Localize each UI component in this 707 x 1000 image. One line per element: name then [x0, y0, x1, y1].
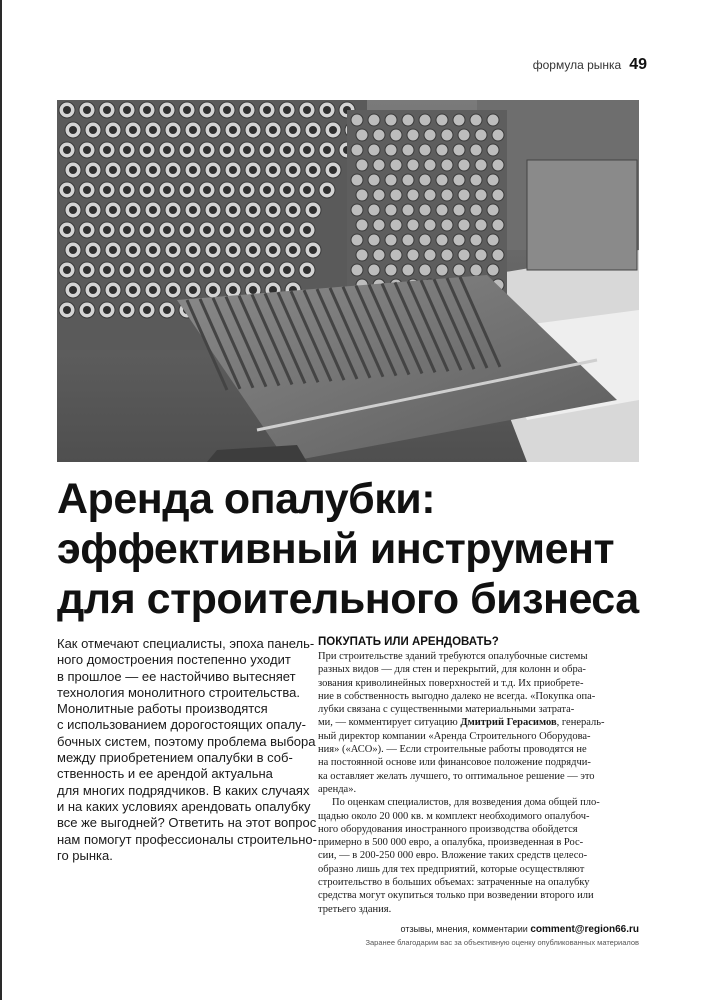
pipe-hole: [269, 246, 277, 254]
pipe-hole: [303, 266, 311, 274]
pipe-hole: [229, 286, 237, 294]
pipe-hole: [309, 166, 317, 174]
pipe-hole: [89, 166, 97, 174]
pipe-end: [402, 114, 414, 126]
pipe-hole: [63, 106, 71, 114]
pipe-hole: [269, 126, 277, 134]
pipe-end: [368, 144, 380, 156]
pipe-hole: [83, 306, 91, 314]
pipe-end: [385, 234, 397, 246]
paragraph-2: [318, 796, 640, 916]
pipe-hole: [223, 226, 231, 234]
pipe-end: [368, 234, 380, 246]
pipe-end: [436, 144, 448, 156]
title-line: Аренда опалубки:: [57, 475, 436, 523]
pipe-end: [351, 114, 363, 126]
pipe-hole: [69, 166, 77, 174]
pipe-hole: [143, 226, 151, 234]
lead-line: го рынка.: [57, 847, 113, 863]
pipe-hole: [263, 106, 271, 114]
pipe-end: [470, 204, 482, 216]
pipe-hole: [169, 246, 177, 254]
article-body: [318, 636, 640, 916]
pipe-hole: [109, 286, 117, 294]
title-line: для строительного бизнеса: [57, 575, 639, 623]
pipe-end: [419, 114, 431, 126]
pipe-end: [470, 234, 482, 246]
pipe-hole: [69, 206, 77, 214]
body-line: лубки связана с существенными материальными затрата-: [318, 704, 575, 716]
pipe-end: [407, 129, 419, 141]
pipe-end: [402, 174, 414, 186]
body-line: щадью около 20 000 кв. м комплект необходимого опалубоч-: [318, 810, 590, 822]
pipe-end: [458, 219, 470, 231]
body-line: третьего здания.: [318, 903, 392, 915]
pipe-end: [407, 189, 419, 201]
pipe-end: [424, 129, 436, 141]
pipe-hole: [143, 266, 151, 274]
pipe-hole: [163, 106, 171, 114]
pipe-end: [356, 249, 368, 261]
pipe-hole: [129, 126, 137, 134]
lead-line: все же выгодней? Ответить на этот вопрос: [57, 815, 317, 831]
pipe-end: [436, 234, 448, 246]
pipe-hole: [83, 186, 91, 194]
pipe-hole: [143, 186, 151, 194]
pipe-end: [390, 219, 402, 231]
pipe-hole: [243, 106, 251, 114]
pipe-hole: [149, 206, 157, 214]
pipe-hole: [163, 186, 171, 194]
pipe-hole: [269, 166, 277, 174]
pipe-end: [368, 204, 380, 216]
pipe-hole: [223, 266, 231, 274]
lead-line: с использованием дорогостоящих опалу-: [57, 717, 306, 733]
pipe-end: [419, 144, 431, 156]
body-line: разных видов — для стен и перекрытий, для колонн и обра-: [318, 664, 586, 676]
pipe-end: [487, 204, 499, 216]
pipe-hole: [149, 126, 157, 134]
pipe-end: [351, 264, 363, 276]
pipe-hole: [103, 146, 111, 154]
pipe-hole: [323, 106, 331, 114]
pipe-hole: [69, 126, 77, 134]
pipe-end: [458, 249, 470, 261]
lead-line: для многих подрядчиков. В каких случаях: [57, 782, 310, 798]
pipe-hole: [209, 126, 217, 134]
pipe-hole: [243, 226, 251, 234]
pipe-hole: [223, 106, 231, 114]
pipe-hole: [123, 186, 131, 194]
pipe-hole: [89, 206, 97, 214]
pipe-hole: [163, 146, 171, 154]
pipe-hole: [129, 166, 137, 174]
pipe-end: [436, 264, 448, 276]
pipe-hole: [83, 106, 91, 114]
pipe-end: [356, 159, 368, 171]
pipe-end: [351, 174, 363, 186]
pipe-hole: [123, 106, 131, 114]
pipe-hole: [203, 106, 211, 114]
pipe-end: [492, 129, 504, 141]
pipe-hole: [249, 206, 257, 214]
pipe-hole: [189, 206, 197, 214]
pipe-hole: [103, 226, 111, 234]
pipe-hole: [183, 186, 191, 194]
pipe-end: [492, 219, 504, 231]
lead-line: в прошлое — ее настойчиво вытесняет: [57, 668, 296, 684]
pipe-hole: [183, 266, 191, 274]
pipe-end: [385, 144, 397, 156]
pipe-end: [436, 114, 448, 126]
pipe-hole: [63, 146, 71, 154]
pipe-end: [424, 159, 436, 171]
pipe-hole: [63, 306, 71, 314]
pipe-hole: [209, 166, 217, 174]
paragraph-1: [318, 650, 640, 796]
pipe-hole: [283, 266, 291, 274]
pipe-hole: [89, 246, 97, 254]
pipe-end: [458, 159, 470, 171]
pipe-end: [453, 264, 465, 276]
pipe-hole: [283, 186, 291, 194]
pipe-end: [373, 249, 385, 261]
pipe-end: [470, 174, 482, 186]
running-header: [533, 56, 647, 74]
thanks-note: Заранее благодарим вас за объективную оценку опубликованных материалов: [365, 938, 639, 947]
pipe-end: [351, 204, 363, 216]
pipe-hole: [89, 126, 97, 134]
pipe-hole: [183, 146, 191, 154]
pipe-end: [402, 234, 414, 246]
pipe-end: [419, 204, 431, 216]
pipe-end: [402, 264, 414, 276]
body-line: ного оборудования иностранного производства обойдется: [318, 823, 578, 835]
pipe-hole: [263, 186, 271, 194]
pipe-hole: [69, 246, 77, 254]
pipe-hole: [123, 146, 131, 154]
pipe-end: [368, 114, 380, 126]
pipe-hole: [129, 286, 137, 294]
feedback-line: [401, 924, 639, 935]
pipe-hole: [209, 246, 217, 254]
body-line: ние в собственность выгодно далеко не всегда. «Покупка опа-: [318, 690, 596, 702]
pipe-hole: [203, 266, 211, 274]
body-line: строительство в больших объемах: затраченные на опалубку: [318, 877, 590, 889]
pipe-end: [402, 204, 414, 216]
section-subheading: ПОКУПАТЬ ИЛИ АРЕНДОВАТЬ?: [318, 636, 499, 648]
pipe-hole: [249, 126, 257, 134]
pipe-end: [453, 174, 465, 186]
pipe-end: [390, 129, 402, 141]
pipe-end: [368, 264, 380, 276]
page-left-edge: [0, 0, 2, 1000]
body-line: сии, — в 200-250 000 евро. Вложение таких средств целесо-: [318, 850, 588, 862]
pipe-hole: [143, 106, 151, 114]
pipe-end: [487, 144, 499, 156]
pipe-hole: [89, 286, 97, 294]
pipe-hole: [129, 206, 137, 214]
pipe-end: [441, 189, 453, 201]
pipe-hole: [243, 146, 251, 154]
pipe-hole: [263, 226, 271, 234]
pipe-hole: [243, 186, 251, 194]
pipe-hole: [329, 166, 337, 174]
pipe-end: [492, 159, 504, 171]
pipe-hole: [289, 166, 297, 174]
pipe-hole: [249, 286, 257, 294]
pipe-hole: [303, 146, 311, 154]
pipe-end: [441, 249, 453, 261]
pipe-end: [436, 174, 448, 186]
pipe-hole: [169, 166, 177, 174]
pipe-end: [458, 129, 470, 141]
pipe-end: [407, 159, 419, 171]
page-number: 49: [629, 56, 647, 73]
pipe-hole: [129, 246, 137, 254]
pipe-end: [368, 174, 380, 186]
section-label: формула рынка: [532, 58, 622, 72]
pipe-hole: [249, 166, 257, 174]
lead-line: Монолитные работы производятся: [57, 701, 268, 717]
pipe-end: [475, 219, 487, 231]
body-line-with-name: [318, 716, 640, 729]
pipe-hole: [163, 306, 171, 314]
pipe-end: [390, 159, 402, 171]
pipe-hole: [163, 266, 171, 274]
pipe-end: [453, 144, 465, 156]
body-line: ния» («АСО»). — Если строительные работы проводятся не: [318, 744, 587, 756]
pipe-hole: [123, 226, 131, 234]
pipe-hole: [289, 246, 297, 254]
pipe-end: [470, 264, 482, 276]
lead-line: бочных систем, поэтому проблема выбора: [57, 733, 316, 749]
body-line-text: , генераль-: [556, 717, 605, 729]
metal-container: [527, 160, 637, 270]
pipe-hole: [283, 146, 291, 154]
pipe-hole: [103, 106, 111, 114]
pipe-end: [487, 234, 499, 246]
lead-line: технология монолитного строительства.: [57, 684, 300, 700]
article-title: [57, 474, 657, 624]
pipe-end: [441, 159, 453, 171]
pipe-end: [470, 144, 482, 156]
pipe-hole: [149, 246, 157, 254]
pipe-end: [458, 189, 470, 201]
pipe-end: [373, 129, 385, 141]
pipe-end: [373, 189, 385, 201]
formwork-photo-illustration: [57, 100, 639, 462]
pipe-end: [453, 234, 465, 246]
pipe-hole: [289, 206, 297, 214]
pipe-hole: [189, 126, 197, 134]
body-line: аренда».: [318, 783, 357, 795]
pipe-hole: [229, 206, 237, 214]
pipe-hole: [269, 206, 277, 214]
lead-line: ного домостроения постепенно уходит: [57, 652, 291, 668]
pipe-end: [402, 144, 414, 156]
pipe-hole: [149, 166, 157, 174]
pipe-end: [436, 204, 448, 216]
pipe-end: [424, 189, 436, 201]
pipe-hole: [303, 106, 311, 114]
pipe-end: [385, 114, 397, 126]
pipe-hole: [109, 126, 117, 134]
pipe-hole: [63, 186, 71, 194]
pipe-hole: [309, 206, 317, 214]
pipe-hole: [283, 106, 291, 114]
pipe-hole: [123, 306, 131, 314]
pipe-hole: [229, 126, 237, 134]
pipe-hole: [303, 226, 311, 234]
pipe-hole: [263, 266, 271, 274]
pipe-hole: [203, 186, 211, 194]
body-line: средства могут окупиться только при возведении второго или: [318, 890, 594, 902]
pipe-hole: [63, 226, 71, 234]
pipe-end: [487, 174, 499, 186]
pipe-end: [424, 249, 436, 261]
pipe-hole: [263, 146, 271, 154]
pipe-end: [419, 174, 431, 186]
pipe-end: [385, 264, 397, 276]
pipe-hole: [83, 266, 91, 274]
pipe-hole: [323, 186, 331, 194]
lead-line: нам помогут профессионалы строительно-: [57, 831, 317, 847]
body-line: ка оставляет желать лучшего, то оптимальное решение — это: [318, 770, 595, 782]
pipe-hole: [109, 206, 117, 214]
body-line-text: ми, — комментирует ситуацию: [318, 717, 461, 729]
pipe-end: [470, 114, 482, 126]
pipe-hole: [223, 186, 231, 194]
pipe-end: [373, 159, 385, 171]
title-line: эффективный инструмент: [57, 525, 615, 573]
feedback-label: отзывы, мнения, комментарии: [400, 924, 528, 934]
pipe-hole: [183, 106, 191, 114]
pipe-hole: [63, 266, 71, 274]
pipe-hole: [169, 206, 177, 214]
pipe-hole: [69, 286, 77, 294]
pipe-end: [487, 114, 499, 126]
body-line: образно лишь для тех предприятий, которые осуществляют: [318, 863, 585, 875]
pipe-hole: [203, 226, 211, 234]
pipe-end: [441, 129, 453, 141]
pipe-hole: [123, 266, 131, 274]
pipe-hole: [189, 286, 197, 294]
pipe-end: [351, 234, 363, 246]
pipe-end: [419, 264, 431, 276]
pipe-end: [419, 234, 431, 246]
pipe-hole: [149, 286, 157, 294]
pipe-end: [407, 249, 419, 261]
body-line: зования криволинейных поверхностей и т.д. Их приобрете-: [318, 677, 584, 689]
pipe-hole: [169, 126, 177, 134]
pipe-hole: [143, 146, 151, 154]
pipe-end: [475, 129, 487, 141]
pipe-end: [475, 249, 487, 261]
pipe-hole: [189, 246, 197, 254]
pipe-hole: [163, 226, 171, 234]
pipe-end: [356, 219, 368, 231]
pipe-hole: [303, 186, 311, 194]
quoted-person-name: Дмитрий Герасимов: [460, 717, 557, 729]
pipe-hole: [183, 226, 191, 234]
pipe-hole: [243, 266, 251, 274]
pipe-hole: [189, 166, 197, 174]
feedback-email-link[interactable]: comment@region66.ru: [530, 924, 639, 935]
pipe-hole: [229, 246, 237, 254]
pipe-end: [475, 189, 487, 201]
pipe-hole: [169, 286, 177, 294]
pipe-hole: [229, 166, 237, 174]
pipe-hole: [283, 226, 291, 234]
pipe-end: [492, 249, 504, 261]
pipe-hole: [83, 226, 91, 234]
pipe-hole: [83, 146, 91, 154]
pipe-end: [424, 219, 436, 231]
pipe-hole: [223, 146, 231, 154]
pipe-end: [390, 249, 402, 261]
pipe-hole: [203, 146, 211, 154]
pipe-hole: [103, 306, 111, 314]
pipe-hole: [323, 146, 331, 154]
pipe-end: [385, 174, 397, 186]
lead-paragraph: [57, 636, 317, 864]
pipe-end: [373, 219, 385, 231]
pipe-hole: [329, 126, 337, 134]
pipe-hole: [249, 246, 257, 254]
pipe-end: [356, 129, 368, 141]
body-line: на постоянной основе или финансовое положение подрядчи-: [318, 757, 591, 769]
pipe-end: [385, 204, 397, 216]
pipe-hole: [309, 126, 317, 134]
lead-line: Как отмечают специалисты, эпоха панель-: [57, 636, 315, 651]
pipe-hole: [109, 246, 117, 254]
pipe-hole: [109, 166, 117, 174]
formwork-photo: [57, 100, 639, 462]
lead-line: между приобретением опалубки в соб-: [57, 750, 293, 766]
body-line: По оценкам специалистов, для возведения дома общей пло-: [332, 797, 600, 809]
pipe-end: [453, 204, 465, 216]
lead-line: ственность и ее арендой актуальна: [57, 766, 273, 782]
pipe-end: [407, 219, 419, 231]
pipe-hole: [143, 306, 151, 314]
body-line: примерно в 500 000 евро, а опалубка, произведенная в Рос-: [318, 837, 584, 849]
pipe-end: [441, 219, 453, 231]
pipe-end: [351, 144, 363, 156]
body-line: При строительстве зданий требуются опалубочные системы: [318, 651, 588, 662]
pipe-hole: [103, 186, 111, 194]
pipe-end: [356, 189, 368, 201]
pipe-end: [453, 114, 465, 126]
body-line: ный директор компании «Аренда Строительного Оборудова-: [318, 730, 591, 742]
lead-line: и на каких условиях арендовать опалубку: [57, 798, 311, 814]
pipe-hole: [289, 126, 297, 134]
pipe-hole: [209, 206, 217, 214]
pipe-hole: [103, 266, 111, 274]
pipe-end: [475, 159, 487, 171]
pipe-end: [487, 264, 499, 276]
pipe-hole: [309, 246, 317, 254]
pipe-end: [390, 189, 402, 201]
pipe-end: [492, 189, 504, 201]
pipe-hole: [209, 286, 217, 294]
